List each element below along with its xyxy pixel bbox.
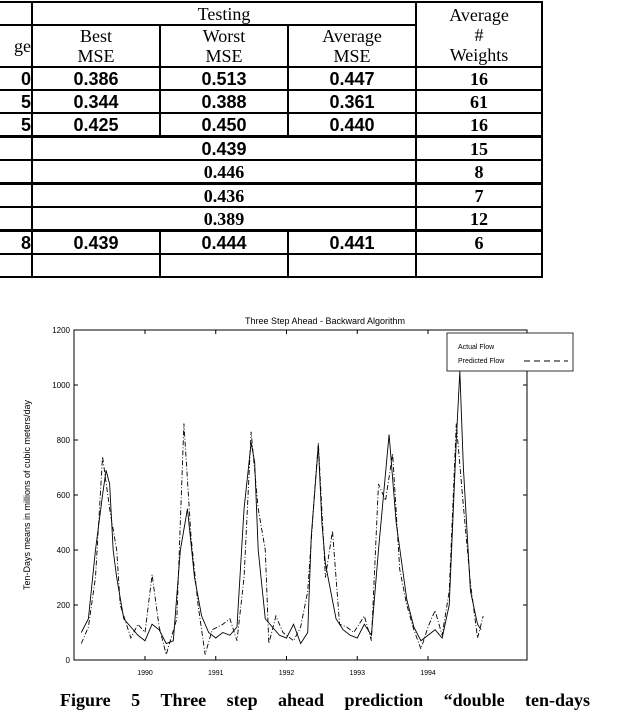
legend-box <box>447 333 573 371</box>
y-tick-label: 400 <box>56 546 70 555</box>
average-mse-header <box>288 25 416 67</box>
testing-header: Testing <box>32 2 416 25</box>
header-line: MSE <box>77 46 115 66</box>
cell-best: 0.439 <box>32 231 160 255</box>
header-line: Average <box>449 4 509 25</box>
cell-cut: 8 <box>0 231 32 255</box>
cell-cut <box>0 184 32 208</box>
legend-actual: Actual Flow <box>458 344 495 351</box>
cell-weights: 12 <box>416 207 542 231</box>
cell-merged: 0.439 <box>32 137 416 161</box>
results-table <box>0 1 543 278</box>
y-tick-label: 1000 <box>52 381 70 390</box>
x-tick-label: 1994 <box>420 670 436 677</box>
cell-weights: 7 <box>416 184 542 208</box>
cut-header-cell <box>0 2 32 25</box>
cell-cut <box>0 137 32 161</box>
y-tick-label: 600 <box>56 491 70 500</box>
legend <box>447 333 573 371</box>
cell-avg: 0.440 <box>288 113 416 137</box>
y-tick-label: 0 <box>65 656 70 665</box>
x-tick-label: 1993 <box>349 670 366 677</box>
cell-best: 0.344 <box>32 90 160 113</box>
cell-weights: 16 <box>416 113 542 137</box>
figure-caption <box>60 690 590 711</box>
table-row <box>0 113 542 137</box>
table-row <box>0 184 542 208</box>
cell-avg: 0.361 <box>288 90 416 113</box>
table-row <box>0 254 542 277</box>
header-line: Best <box>79 26 112 46</box>
cell-cut: 5 <box>0 113 32 137</box>
cell-avg <box>288 254 416 277</box>
header-line: # <box>474 24 484 45</box>
cell-cut <box>0 207 32 231</box>
y-tick-label: 800 <box>56 436 70 445</box>
caption-word: 5 <box>131 690 141 710</box>
y-tick-label: 1200 <box>52 326 70 335</box>
x-tick-label: 1990 <box>137 670 153 677</box>
table-row <box>0 90 542 113</box>
x-tick-label: 1992 <box>278 670 295 677</box>
cell-weights: 61 <box>416 90 542 113</box>
header-line: Weights <box>449 44 509 65</box>
cell-avg: 0.447 <box>288 67 416 90</box>
caption-word: prediction <box>344 690 424 710</box>
cell-best: 0.386 <box>32 67 160 90</box>
table-row <box>0 67 542 90</box>
cell-cut: 0 <box>0 67 32 90</box>
avg-weights-header <box>416 2 542 67</box>
cell-worst: 0.513 <box>160 67 288 90</box>
header-line: Worst <box>202 26 246 46</box>
cell-worst <box>160 254 288 277</box>
header-line: Average <box>322 26 382 46</box>
flow-chart <box>0 305 640 690</box>
cell-merged: 0.436 <box>32 184 416 208</box>
cell-avg: 0.441 <box>288 231 416 255</box>
caption-word: Figure <box>60 690 111 710</box>
caption-word: “double <box>443 690 505 710</box>
series-predicted-flow <box>81 424 483 655</box>
cell-cut <box>0 160 32 184</box>
cell-weights: 8 <box>416 160 542 184</box>
worst-mse-header <box>160 25 288 67</box>
cell-best: 0.425 <box>32 113 160 137</box>
cell-merged: 0.389 <box>32 207 416 231</box>
legend-predicted: Predicted Flow <box>458 358 505 365</box>
cut-label: ge <box>0 25 32 67</box>
cell-weights <box>416 254 542 277</box>
cell-weights: 6 <box>416 231 542 255</box>
x-tick-label: 1991 <box>207 670 224 677</box>
cell-worst: 0.388 <box>160 90 288 113</box>
cell-worst: 0.450 <box>160 113 288 137</box>
chart-title: Three Step Ahead - Backward Algorithm <box>244 316 406 326</box>
cell-worst: 0.444 <box>160 231 288 255</box>
caption-word: step <box>226 690 258 710</box>
cell-weights: 15 <box>416 137 542 161</box>
caption-word: ten-days <box>525 690 591 710</box>
header-line: MSE <box>333 46 371 66</box>
header-line: MSE <box>205 46 243 66</box>
table-row <box>0 160 542 184</box>
cell-best <box>32 254 160 277</box>
best-mse-header <box>32 25 160 67</box>
y-axis-label: Ten-Days means in millions of cubic meters/day <box>22 399 32 591</box>
cell-weights: 16 <box>416 67 542 90</box>
series-actual-flow <box>81 371 481 643</box>
cell-merged: 0.446 <box>32 160 416 184</box>
table-row <box>0 231 542 255</box>
table-row <box>0 137 542 161</box>
cell-cut: 5 <box>0 90 32 113</box>
caption-word: Three <box>160 690 207 710</box>
y-tick-label: 200 <box>56 601 70 610</box>
caption-word: ahead <box>278 690 325 710</box>
cell-cut <box>0 254 32 277</box>
table-row <box>0 207 542 231</box>
